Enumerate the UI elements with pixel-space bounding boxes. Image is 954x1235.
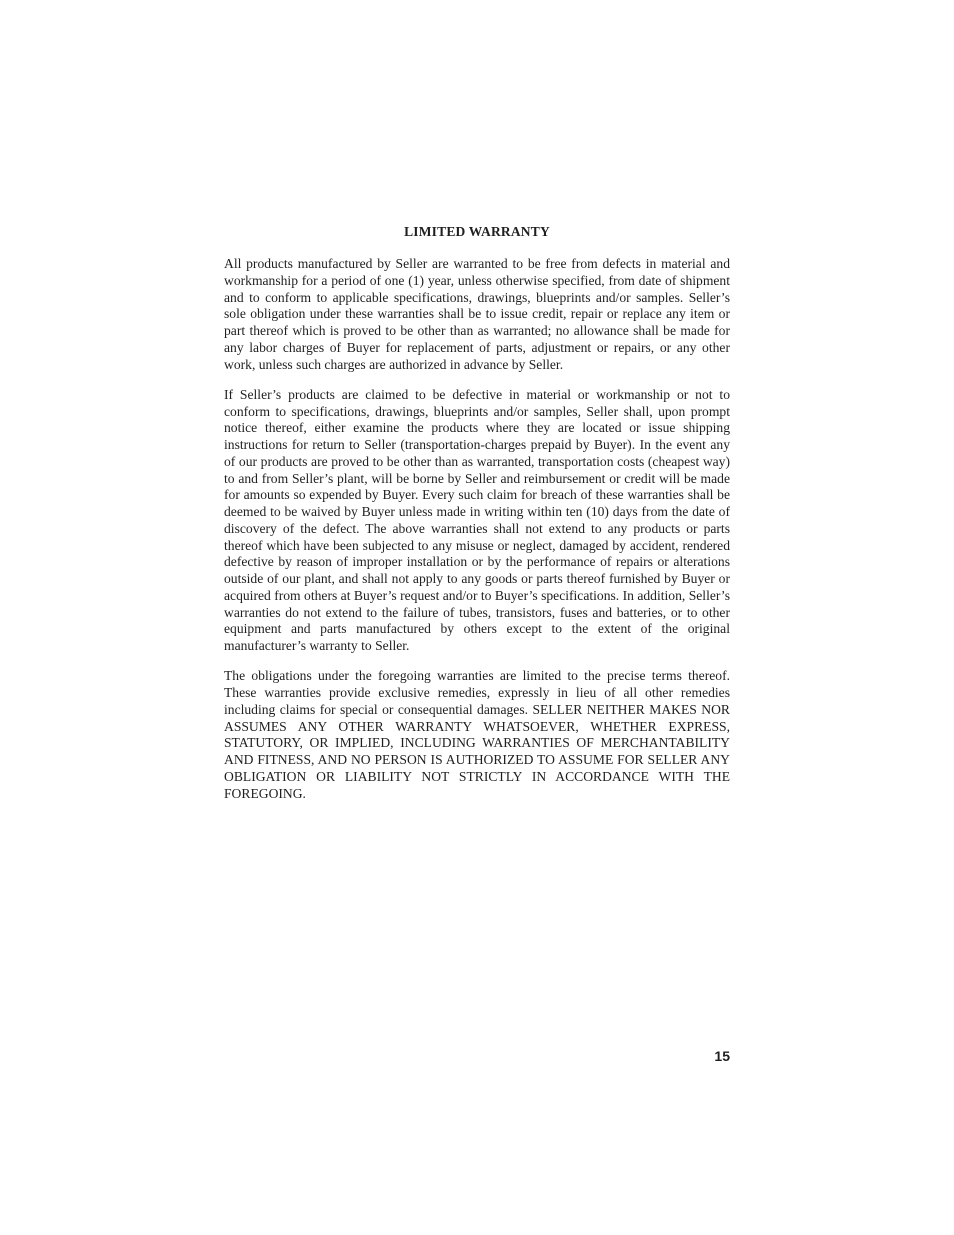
warranty-paragraph-2: If Seller’s products are claimed to be defective in material or workmanship or not to conform to specifications, drawings, blueprints and/or samples, Seller shall, upon prompt notice thereof, either examine the products where they are located or issue shipping instructions for return to Seller (transportation-charges prepaid by Buyer). In the event any of our products are proved to be other than as warranted, transportation costs (cheapest way) to and from Seller’s plant, will be borne by Seller and reimbursement or credit will be made for amounts so expended by Buyer. Every such claim for breach of these warranties shall be deemed to be waived by Buyer unless made in writing within ten (10) days from the date of discovery of the defect. The above warranties shall not extend to any products or parts thereof which have been subjected to any misuse or neglect, damaged by accident, rendered defective by reason of improper installation or by the performance of repairs or alterations outside of our plant, and shall not apply to any goods or parts thereof furnished by Buyer or acquired from others at Buyer’s request and/or to Buyer’s specifications. In addition, Seller’s warranties do not extend to the failure of tubes, transistors, fuses and batteries, or to other equipment and parts manufactured by others except to the extent of the original manufacturer’s warranty to Seller. — [224, 386, 730, 653]
warranty-body — [224, 256, 730, 816]
page-number: 15 — [714, 1048, 730, 1064]
page-title: LIMITED WARRANTY — [404, 224, 550, 239]
warranty-paragraph-3: The obligations under the foregoing warranties are limited to the precise terms thereof. These warranties provide exclusive remedies, expressly in lieu of all other remedies including claims for special or consequential damages. SELLER NEITHER MAKES NOR ASSUMES ANY OTHER WARRANTY WHATSOEVER, WHETHER EXPRESS, STATUTORY, OR IMPLIED, INCLUDING WARRANTIES OF MERCHANTABILITY AND FITNESS, AND NO PERSON IS AUTHORIZED TO ASSUME FOR SELLER ANY OBLIGATION OR LIABILITY NOT STRICTLY IN ACCORDANCE WITH THE FOREGOING. — [224, 668, 730, 801]
warranty-paragraph-1: All products manufactured by Seller are warranted to be free from defects in material and workmanship for a period of one (1) year, unless otherwise specified, from date of shipment and to conform to applicable specifications, drawings, blueprints and/or samples. Seller’s sole obligation under these warranties shall be to issue credit, repair or replace any item or part thereof which is proved to be other than as warranted; no allowance shall be made for any labor charges of Buyer for replacement of parts, adjustment or repairs, or any other work, unless such charges are authorized in advance by Seller. — [224, 256, 730, 372]
